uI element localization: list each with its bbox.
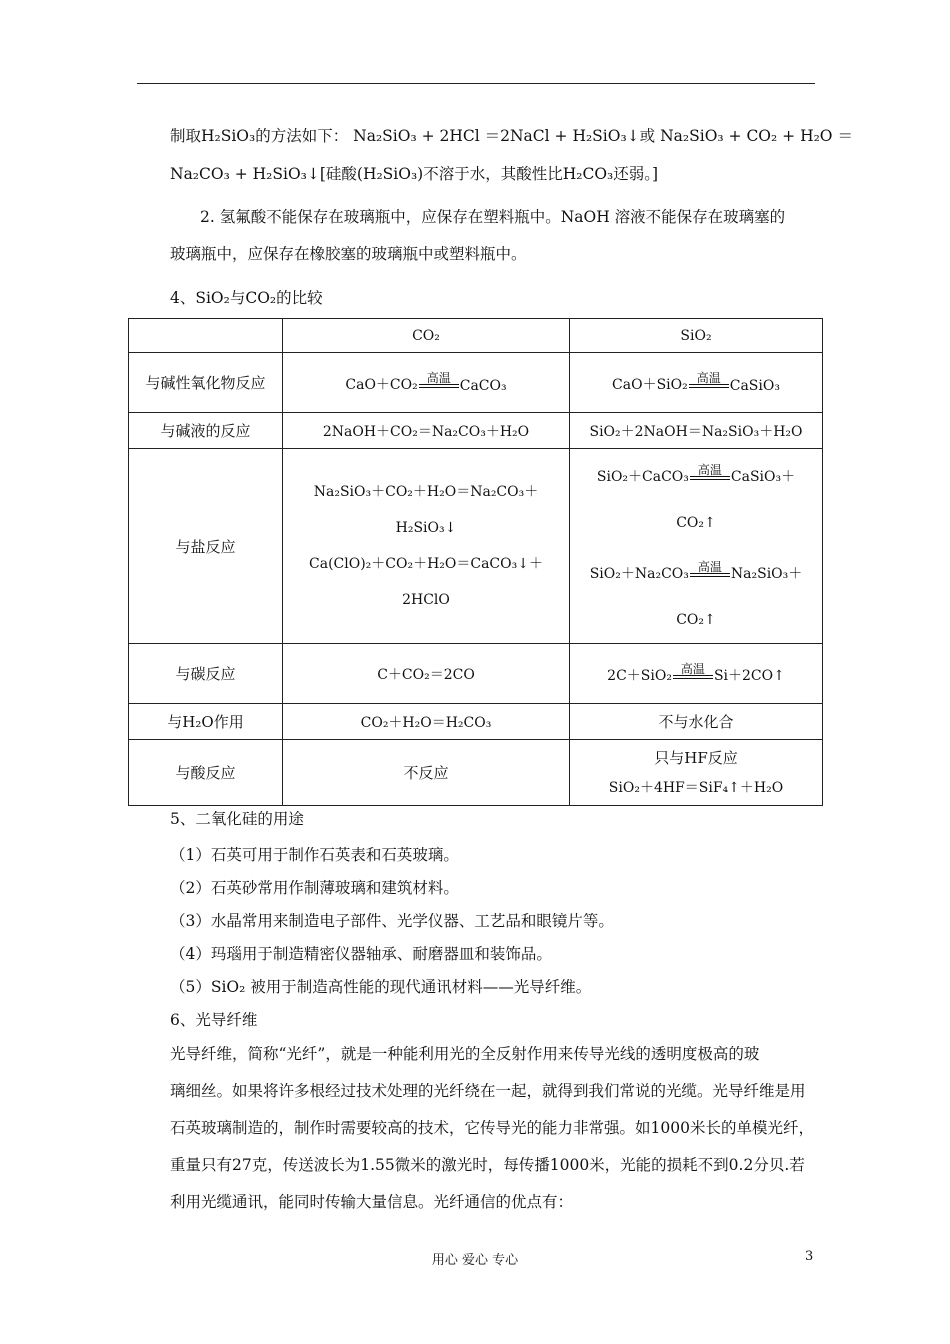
row-label: 与盐反应 <box>129 449 283 644</box>
list-item: （1）石英可用于制作石英表和石英玻璃。 <box>170 846 459 864</box>
paragraph-line: 重量只有27克，传送波长为1.55微米的激光时，每传播1000米，光能的损耗不到0.2分贝.若 <box>170 1156 805 1174</box>
page-footer: 用心 爱心 专心 <box>431 1253 519 1268</box>
paragraph-line: 利用光缆通讯，能同时传输大量信息。光纤通信的优点有： <box>170 1193 574 1211</box>
condition-mark <box>673 663 713 685</box>
table-cell: SiO₂＋2NaOH＝Na₂SiO₃＋H₂O <box>570 413 823 449</box>
table-row <box>129 644 823 704</box>
eq-right: CaCO₃ <box>459 377 507 394</box>
eq-left: 2C＋SiO₂ <box>607 667 672 684</box>
row-label: 与碳反应 <box>129 644 283 704</box>
double-line <box>690 573 730 577</box>
eq-right: CaSiO₃ <box>729 377 780 394</box>
condition-mark <box>690 464 730 486</box>
section-heading: 5、二氧化硅的用途 <box>170 810 304 828</box>
double-line <box>690 476 730 480</box>
table-header-row <box>129 319 823 353</box>
list-item: （5）SiO₂ 被用于制造高性能的现代通讯材料——光导纤维。 <box>170 978 592 996</box>
row-label: 与碱性氧化物反应 <box>129 353 283 413</box>
section-heading: 6、光导纤维 <box>170 1011 258 1029</box>
paragraph-line: Na₂CO₃ + H₂SiO₃↓[硅酸(H₂SiO₃)不溶于水，其酸性比H₂CO₃还弱。] <box>170 165 659 183</box>
eq-left: CaO＋SiO₂ <box>612 376 688 393</box>
eq-left: CaO＋CO₂ <box>345 376 418 393</box>
table-cell: 不反应 <box>283 740 570 806</box>
condition-label: 高温 <box>696 370 721 385</box>
equation <box>607 663 785 685</box>
table-cell: C＋CO₂＝2CO <box>283 644 570 704</box>
table-cell: 2NaOH＋CO₂＝Na₂CO₃＋H₂O <box>283 413 570 449</box>
table-cell <box>283 353 570 413</box>
row-label: 与酸反应 <box>129 740 283 806</box>
comparison-table <box>128 318 823 806</box>
equation-line: CO₂↑ <box>676 612 716 629</box>
condition-label: 高温 <box>697 462 722 477</box>
condition-label: 高温 <box>697 559 722 574</box>
condition-label: 高温 <box>426 370 451 385</box>
equation <box>612 372 780 394</box>
eq-left: SiO₂＋CaCO₃ <box>596 468 689 485</box>
paragraph-line: 光导纤维，简称“光纤”，就是一种能利用光的全反射作用来传导光线的透明度极高的玻 <box>170 1045 760 1063</box>
paragraph-line: 璃细丝。如果将许多根经过技术处理的光纤绕在一起，就得到我们常说的光缆。光导纤维是用 <box>170 1082 806 1100</box>
condition-mark <box>419 372 459 394</box>
table-row <box>129 449 823 644</box>
paragraph-line: 制取H₂SiO₃的方法如下： Na₂SiO₃ + 2HCl ＝2NaCl + H₂SiO₃↓或 Na₂SiO₃ + CO₂ + H₂O ＝ <box>170 127 853 145</box>
equation-line: Na₂SiO₃＋CO₂＋H₂O＝Na₂CO₃＋H₂SiO₃↓ <box>313 484 539 536</box>
equation <box>597 464 795 486</box>
list-item: （3）水晶常用来制造电子部件、光学仪器、工艺品和眼镜片等。 <box>170 912 614 930</box>
table-cell: CO₂＋H₂O＝H₂CO₃ <box>283 704 570 740</box>
header-rule <box>137 83 815 84</box>
row-label: 与H₂O作用 <box>129 704 283 740</box>
eq-left: SiO₂＋Na₂CO₃ <box>589 565 689 582</box>
double-line <box>689 384 729 388</box>
page-number: 3 <box>805 1249 814 1264</box>
eq-right: Si＋2CO↑ <box>713 667 785 684</box>
table-cell: 不与水化合 <box>570 704 823 740</box>
condition-mark <box>689 372 729 394</box>
double-line <box>419 384 459 388</box>
equation-line: 2HClO <box>402 592 450 608</box>
paragraph-line: 2. 氢氟酸不能保存在玻璃瓶中，应保存在塑料瓶中。NaOH 溶液不能保存在玻璃塞的 <box>200 208 786 226</box>
eq-right: Na₂SiO₃＋ <box>730 565 803 582</box>
section-heading: 4、SiO₂与CO₂的比较 <box>170 289 323 307</box>
eq-right: CaSiO₃＋ <box>730 468 796 485</box>
paragraph-line: 玻璃瓶中，应保存在橡胶塞的玻璃瓶中或塑料瓶中。 <box>170 245 527 263</box>
table-cell <box>570 740 823 806</box>
table-row <box>129 413 823 449</box>
condition-label: 高温 <box>680 661 705 676</box>
condition-mark <box>690 561 730 583</box>
table-header-cell <box>129 319 283 353</box>
table-header-cell: SiO₂ <box>570 319 823 353</box>
equation-line: Ca(ClO)₂＋CO₂＋H₂O＝CaCO₃↓＋ <box>309 556 543 572</box>
equation <box>590 561 803 583</box>
table-header-cell: CO₂ <box>283 319 570 353</box>
row-label: 与碱液的反应 <box>129 413 283 449</box>
table-cell <box>570 353 823 413</box>
equation-line: 只与HF反应 <box>654 748 738 767</box>
list-item: （2）石英砂常用作制薄玻璃和建筑材料。 <box>170 879 459 897</box>
table-cell <box>283 449 570 644</box>
table-cell <box>570 449 823 644</box>
paragraph-line: 石英玻璃制造的，制作时需要较高的技术，它传导光的能力非常强。如1000米长的单模光纤， <box>170 1119 814 1137</box>
table-row <box>129 353 823 413</box>
table-row <box>129 740 823 806</box>
table-row <box>129 704 823 740</box>
equation-line: SiO₂＋4HF＝SiF₄↑＋H₂O <box>608 779 784 796</box>
double-line <box>673 675 713 679</box>
equation <box>345 372 506 394</box>
equation-line: CO₂↑ <box>676 515 716 532</box>
table-cell <box>570 644 823 704</box>
list-item: （4）玛瑙用于制造精密仪器轴承、耐磨器皿和装饰品。 <box>170 945 552 963</box>
